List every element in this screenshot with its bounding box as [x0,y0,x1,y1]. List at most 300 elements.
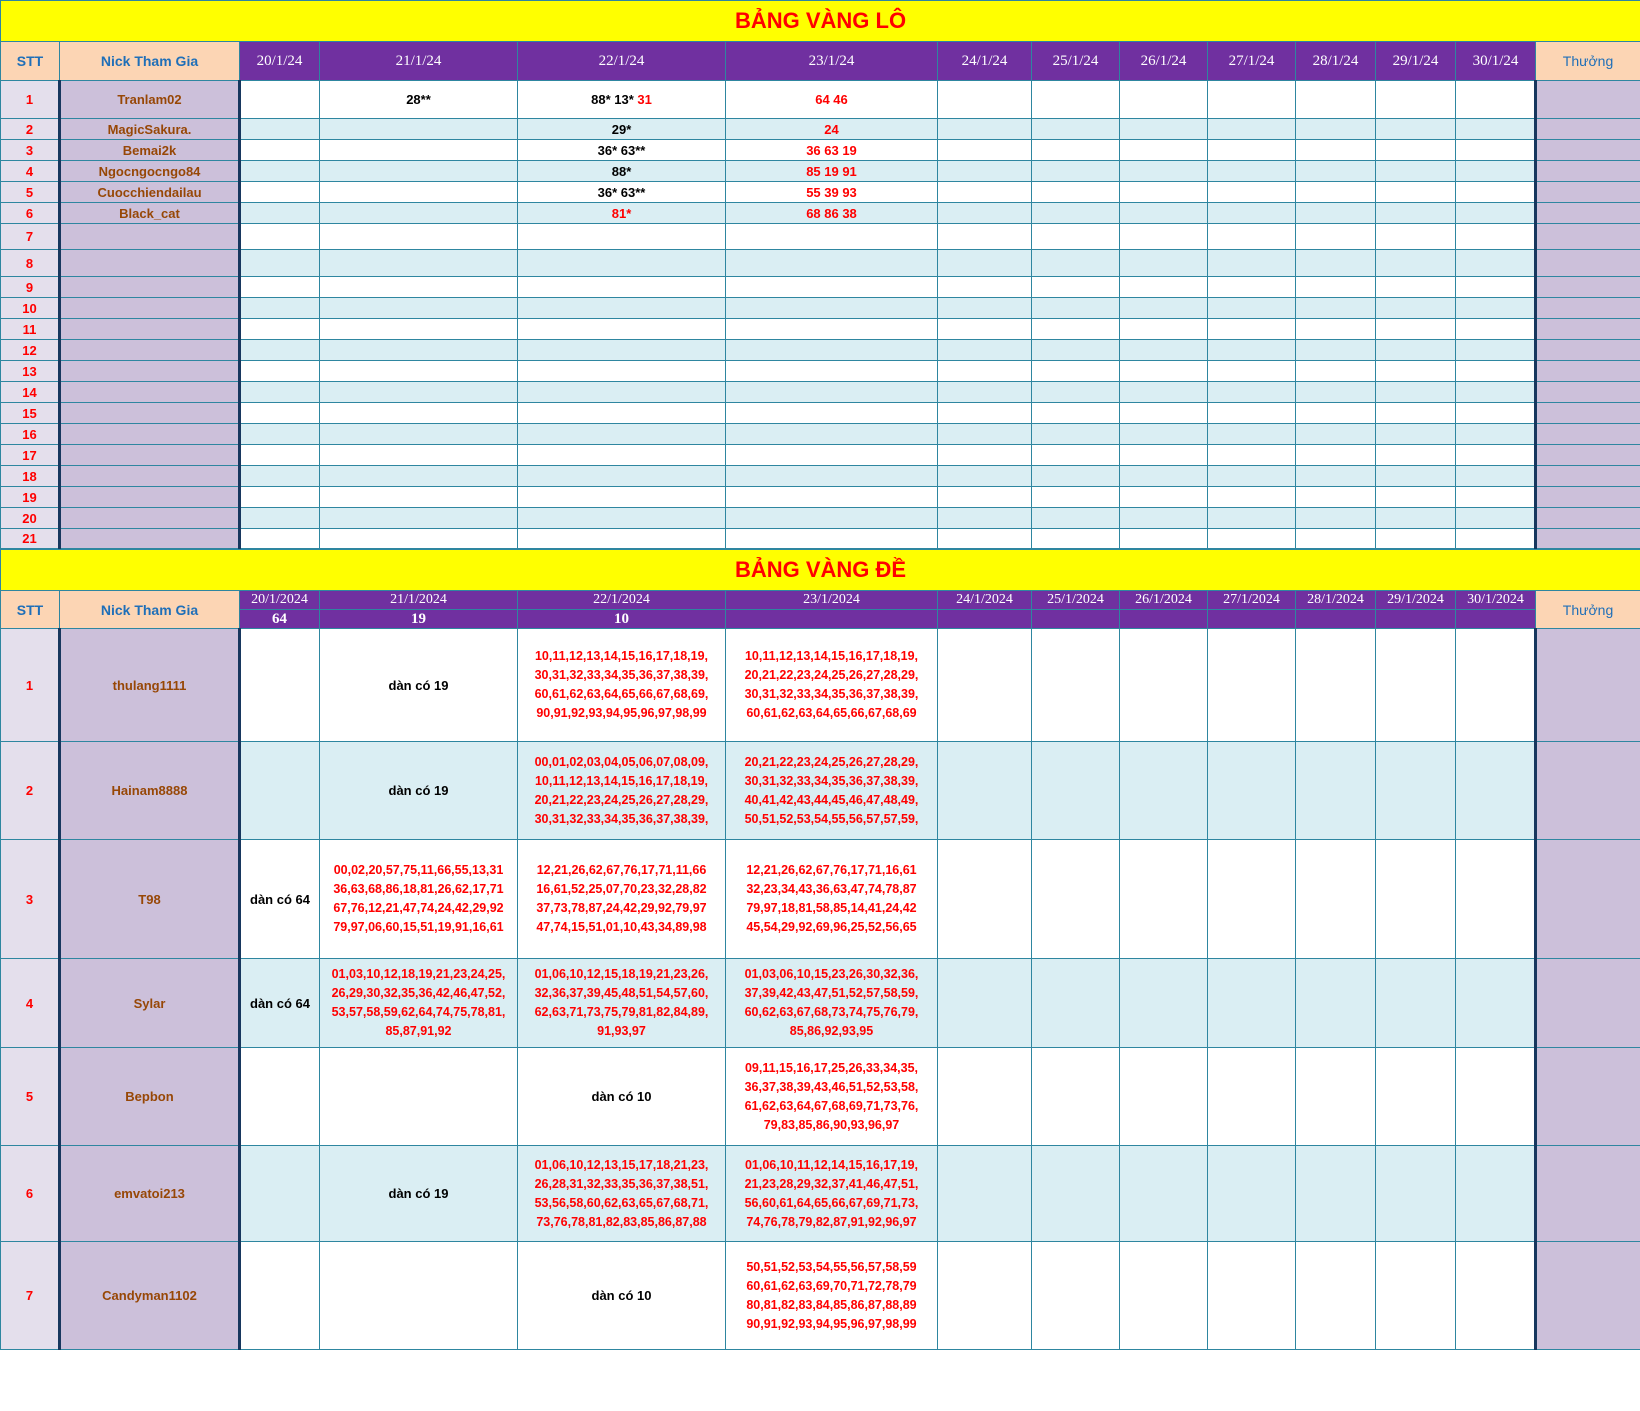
date-cell [1208,1242,1296,1350]
nick-cell: thulang1111 [60,629,240,742]
date-cell [726,445,938,466]
date-cell [1120,319,1208,340]
row-number: 9 [1,277,60,298]
stt-header: STT [1,42,60,81]
date-cell: 12,21,26,62,67,76,17,71,16,61 32,23,34,43,36,63,47,74,78,87 79,97,18,81,58,85,14,41,24,42 45,54,29,92,69,96,25,52,56,65 [726,840,938,959]
row-number: 15 [1,403,60,424]
date-cell [518,161,726,182]
date-cell [726,529,938,549]
date-cell: 01,06,10,11,12,14,15,16,17,19, 21,23,28,29,32,37,41,46,47,51, 56,60,61,64,65,66,67,69,71,73, 74,76,78,79,82,87,91,92,96,97 [726,1146,938,1242]
table-row [1,629,1640,742]
date-cell: dàn có 19 [320,742,518,840]
date-cell [320,466,518,487]
date-cell [320,182,518,203]
date-cell [1376,81,1456,119]
date-cell [1120,182,1208,203]
date-cell [1296,742,1376,840]
date-cell [1032,298,1120,319]
date-cell: dàn có 10 [518,1242,726,1350]
date-cell [1032,487,1120,508]
date-cell: 12,21,26,62,67,76,17,71,11,66 16,61,52,25,07,70,23,32,28,82 37,73,78,87,24,42,29,92,79,97 47,74,15,51,01,10,43,34,89,98 [518,840,726,959]
date-cell: 00,01,02,03,04,05,06,07,08,09, 10,11,12,13,14,15,16,17,18,19, 20,21,22,23,24,25,26,27,28,29, 30,31,32,33,34,35,36,37,38,39, [518,742,726,840]
date-cell [240,466,320,487]
date-cell [938,508,1032,529]
date-cell [938,445,1032,466]
date-cell [1376,298,1456,319]
date-cell [518,224,726,250]
date-cell [1032,424,1120,445]
date-cell [1120,529,1208,549]
date-cell: 20,21,22,23,24,25,26,27,28,29, 30,31,32,33,34,35,36,37,38,39, 40,41,42,43,44,45,46,47,48,49, 50,51,52,53,54,55,56,57,57,59, [726,742,938,840]
date-cell [1120,959,1208,1048]
result-number: 10 [518,610,726,629]
date-cell [240,161,320,182]
row-number: 12 [1,340,60,361]
date-cell [938,382,1032,403]
nick-cell: MagicSakura. [60,119,240,140]
date-cell [518,340,726,361]
date-cell [1032,1242,1120,1350]
prize-cell [1536,629,1640,742]
date-cell [1456,1048,1536,1146]
nick-cell [60,403,240,424]
de-table [0,549,1640,1350]
date-cell [1296,119,1376,140]
date-cell [320,224,518,250]
date-cell [1120,361,1208,382]
date-cell [518,529,726,549]
prize-cell [1536,424,1640,445]
date-cell [1296,277,1376,298]
pick-hit: 81* [611,205,632,221]
date-cell [1032,508,1120,529]
table-row [1,840,1640,959]
date-cell [240,629,320,742]
date-cell [1120,424,1208,445]
date-cell [1456,508,1536,529]
row-number: 1 [1,629,60,742]
prize-cell [1536,361,1640,382]
pick-black: 88* 13* [591,92,638,107]
date-cell [1032,277,1120,298]
date-cell [1296,840,1376,959]
date-cell [1296,382,1376,403]
date-cell [1376,182,1456,203]
prize-cell [1536,182,1640,203]
date-cell [320,161,518,182]
prize-cell [1536,445,1640,466]
date-cell [1376,629,1456,742]
date-cell [1120,340,1208,361]
date-cell [726,403,938,424]
row-number: 13 [1,361,60,382]
date-header: 28/1/2024 [1296,591,1376,610]
date-cell [938,140,1032,161]
date-cell [1376,424,1456,445]
nick-cell [60,487,240,508]
date-cell: 68 86 38 [726,203,938,224]
row-number: 3 [1,840,60,959]
date-cell [1208,81,1296,119]
date-cell [1120,445,1208,466]
result-number: 64 [240,610,320,629]
date-cell [1296,340,1376,361]
date-header: 29/1/2024 [1376,591,1456,610]
date-cell [320,529,518,549]
date-cell [518,403,726,424]
date-cell: 24 [726,119,938,140]
date-cell [1208,1146,1296,1242]
date-cell [518,508,726,529]
date-header: 26/1/24 [1120,42,1208,81]
date-header: 20/1/2024 [240,591,320,610]
date-cell [1456,361,1536,382]
date-cell: dàn có 19 [320,629,518,742]
date-cell [1456,529,1536,549]
date-cell [240,224,320,250]
date-header: 28/1/24 [1296,42,1376,81]
date-cell [1032,81,1120,119]
date-cell [938,840,1032,959]
table-row [1,1146,1640,1242]
date-cell [1120,403,1208,424]
date-cell [1032,361,1120,382]
date-cell [240,445,320,466]
nick-cell: Bemai2k [60,140,240,161]
date-cell [1376,742,1456,840]
date-cell [1456,319,1536,340]
date-cell [1376,1242,1456,1350]
date-cell [1456,182,1536,203]
date-cell [726,277,938,298]
table-row [1,298,1640,319]
pick-black: 36* 63** [597,142,646,158]
date-cell [1296,319,1376,340]
date-cell [1120,140,1208,161]
date-cell: 85 19 91 [726,161,938,182]
date-cell [1208,277,1296,298]
date-cell [1376,203,1456,224]
table-row [1,742,1640,840]
date-header: 22/1/2024 [518,591,726,610]
lo-table [0,0,1640,549]
table-row [1,1048,1640,1146]
date-cell [1120,203,1208,224]
date-cell [1032,119,1120,140]
date-cell [1208,340,1296,361]
date-header: 21/1/2024 [320,591,518,610]
date-cell [726,487,938,508]
date-cell [518,319,726,340]
date-cell [1456,403,1536,424]
date-cell [1120,277,1208,298]
date-cell [240,742,320,840]
nick-cell [60,382,240,403]
date-cell [320,403,518,424]
table-row [1,487,1640,508]
date-cell [726,298,938,319]
date-cell [938,119,1032,140]
date-cell: 01,03,10,12,18,19,21,23,24,25, 26,29,30,32,35,36,42,46,47,52, 53,57,58,59,62,64,74,75,78,81, 85,87,91,92 [320,959,518,1048]
prize-cell [1536,277,1640,298]
date-cell [1456,81,1536,119]
date-cell [518,250,726,277]
nick-cell [60,424,240,445]
date-cell [1376,161,1456,182]
table-row [1,959,1640,1048]
date-cell [1296,508,1376,529]
date-cell [320,382,518,403]
row-number: 6 [1,1146,60,1242]
date-cell [726,361,938,382]
date-cell [938,182,1032,203]
date-cell: 01,03,06,10,15,23,26,30,32,36, 37,39,42,43,47,51,52,57,58,59, 60,62,63,67,68,73,74,75,76,79, 85,86,92,93,95 [726,959,938,1048]
date-cell [1456,742,1536,840]
table-row [1,1242,1640,1350]
prize-cell [1536,840,1640,959]
date-cell [1208,250,1296,277]
date-cell [938,298,1032,319]
table-row [1,224,1640,250]
date-cell [1376,382,1456,403]
date-cell [320,424,518,445]
row-number: 20 [1,508,60,529]
result-number [726,610,938,629]
date-header: 23/1/24 [726,42,938,81]
date-cell [1120,840,1208,959]
date-cell [1456,298,1536,319]
date-cell [1032,182,1120,203]
date-cell [1296,629,1376,742]
date-cell [1032,742,1120,840]
prize-cell [1536,508,1640,529]
date-cell [1032,959,1120,1048]
date-cell [1456,445,1536,466]
date-cell [518,382,726,403]
prize-cell [1536,403,1640,424]
date-cell [1296,1242,1376,1350]
table-row [1,277,1640,298]
row-number: 10 [1,298,60,319]
result-number [1032,610,1120,629]
date-cell [1120,487,1208,508]
date-cell: dàn có 10 [518,1048,726,1146]
date-cell [1296,403,1376,424]
date-header: 24/1/24 [938,42,1032,81]
table-row [1,203,1640,224]
table-row [1,445,1640,466]
table-row [1,182,1640,203]
table-row [1,250,1640,277]
date-cell [1296,1146,1376,1242]
date-cell: dàn có 64 [240,840,320,959]
date-cell [1208,424,1296,445]
stt-header: STT [1,591,60,629]
date-cell [518,119,726,140]
date-cell [726,466,938,487]
prize-cell [1536,161,1640,182]
date-cell [1376,445,1456,466]
date-cell [1208,466,1296,487]
date-cell [1120,382,1208,403]
date-cell [938,81,1032,119]
date-cell: 10,11,12,13,14,15,16,17,18,19, 20,21,22,23,24,25,26,27,28,29, 30,31,32,33,34,35,36,37,38,39, 60,61,62,63,64,65,66,67,68,69 [726,629,938,742]
date-cell [938,1242,1032,1350]
date-cell [1376,224,1456,250]
date-cell [1032,840,1120,959]
date-cell [320,298,518,319]
date-cell [518,277,726,298]
nick-cell: Bepbon [60,1048,240,1146]
table-row [1,161,1640,182]
date-cell [1376,529,1456,549]
date-cell [1032,629,1120,742]
date-cell [240,1146,320,1242]
date-cell [1032,319,1120,340]
date-cell [938,529,1032,549]
date-cell [1296,445,1376,466]
date-cell [240,140,320,161]
date-cell [1120,119,1208,140]
date-cell: 00,02,20,57,75,11,66,55,13,31 36,63,68,86,18,81,26,62,17,71 67,76,12,21,47,74,24,42,29,92 79,97,06,60,15,51,19,91,16,61 [320,840,518,959]
date-cell [1120,250,1208,277]
date-cell [1376,1048,1456,1146]
date-cell [1032,161,1120,182]
date-cell [1208,382,1296,403]
date-cell [240,203,320,224]
date-cell [1208,529,1296,549]
row-number: 7 [1,1242,60,1350]
prize-header: Thưởng [1536,42,1640,81]
date-cell [1376,250,1456,277]
date-cell [1032,445,1120,466]
date-cell [1456,140,1536,161]
date-cell [1376,361,1456,382]
date-cell [938,224,1032,250]
date-cell [240,529,320,549]
date-cell [240,81,320,119]
date-cell [1456,203,1536,224]
nick-cell: Hainam8888 [60,742,240,840]
date-cell [320,445,518,466]
nick-cell: emvatoi213 [60,1146,240,1242]
row-number: 4 [1,959,60,1048]
date-cell [938,487,1032,508]
prize-header: Thưởng [1536,591,1640,629]
date-cell [320,1242,518,1350]
date-cell [1376,277,1456,298]
nick-cell: Black_cat [60,203,240,224]
prize-cell [1536,466,1640,487]
nick-cell [60,529,240,549]
date-cell [518,140,726,161]
date-cell [1120,161,1208,182]
date-cell [1376,487,1456,508]
date-cell [1120,466,1208,487]
date-cell [1120,1242,1208,1350]
table-row [1,529,1640,549]
row-number: 3 [1,140,60,161]
prize-cell [1536,382,1640,403]
date-cell [240,119,320,140]
date-cell: 64 46 [726,81,938,119]
date-cell [240,298,320,319]
date-cell [1120,81,1208,119]
nick-cell [60,319,240,340]
date-cell [726,340,938,361]
row-number: 11 [1,319,60,340]
date-cell [1456,629,1536,742]
date-cell [1456,424,1536,445]
date-header: 30/1/24 [1456,42,1536,81]
date-cell [1456,119,1536,140]
date-cell [1456,1146,1536,1242]
date-cell [1456,250,1536,277]
nick-cell [60,466,240,487]
row-number: 8 [1,250,60,277]
date-cell [1208,182,1296,203]
date-cell [240,340,320,361]
nick-cell [60,277,240,298]
date-header: 21/1/24 [320,42,518,81]
date-cell [1208,224,1296,250]
date-cell [240,508,320,529]
date-cell [1208,1048,1296,1146]
date-cell [1456,340,1536,361]
date-cell [240,1242,320,1350]
date-cell [726,382,938,403]
date-cell [1296,140,1376,161]
row-number: 5 [1,182,60,203]
prize-cell [1536,224,1640,250]
date-header: 27/1/24 [1208,42,1296,81]
date-cell [240,1048,320,1146]
date-cell [1456,277,1536,298]
row-number: 21 [1,529,60,549]
nick-cell: T98 [60,840,240,959]
date-cell [1376,119,1456,140]
date-cell [1296,959,1376,1048]
date-cell [240,361,320,382]
date-header: 24/1/2024 [938,591,1032,610]
date-cell [1376,1146,1456,1242]
date-cell [938,250,1032,277]
date-cell [938,319,1032,340]
date-cell [1376,466,1456,487]
nick-cell [60,250,240,277]
prize-cell [1536,340,1640,361]
table-row [1,319,1640,340]
date-cell [1296,466,1376,487]
date-cell [240,382,320,403]
date-cell [1032,224,1120,250]
date-cell [1208,161,1296,182]
table-row [1,119,1640,140]
date-cell [518,445,726,466]
date-cell [1208,403,1296,424]
result-number [1376,610,1456,629]
date-cell [320,203,518,224]
prize-cell [1536,487,1640,508]
pick-black: 88* [611,163,632,179]
nick-cell: Sylar [60,959,240,1048]
date-header: 20/1/24 [240,42,320,81]
date-cell [938,629,1032,742]
result-number: 19 [320,610,518,629]
date-cell [320,277,518,298]
date-cell: 01,06,10,12,13,15,17,18,21,23, 26,28,31,32,33,35,36,37,38,51, 53,56,58,60,62,63,65,67,68,71, 73,76,78,81,82,83,85,86,87,88 [518,1146,726,1242]
date-cell [1296,250,1376,277]
